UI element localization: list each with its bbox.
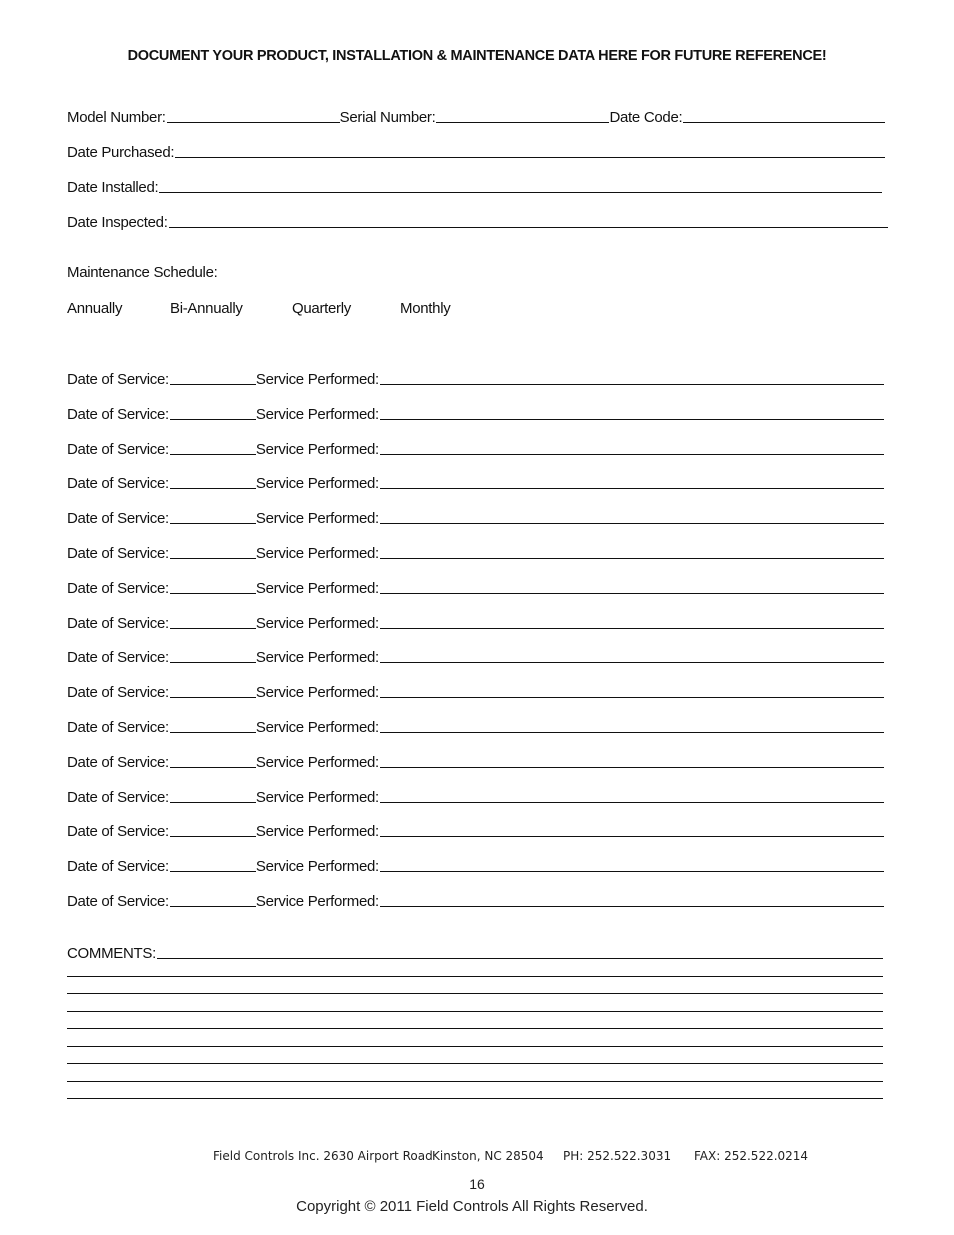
service-performed-field[interactable] xyxy=(380,523,884,524)
service-performed-field[interactable] xyxy=(380,384,884,385)
service-performed-field[interactable] xyxy=(380,628,884,629)
date-of-service-label: Date of Service: xyxy=(67,649,169,667)
service-log-row xyxy=(67,438,884,458)
date-of-service-label: Date of Service: xyxy=(67,719,169,736)
date-inspected-field[interactable] xyxy=(169,227,888,228)
date-of-service-field[interactable] xyxy=(170,628,256,629)
service-log-row xyxy=(67,368,884,388)
date-of-service-field[interactable] xyxy=(170,384,256,385)
comments-line[interactable] xyxy=(67,1098,883,1099)
service-log-row xyxy=(67,507,884,527)
date-of-service-field[interactable] xyxy=(170,488,256,489)
date-installed-row xyxy=(67,176,882,196)
service-performed-field[interactable] xyxy=(380,732,884,733)
date-purchased-row xyxy=(67,141,885,161)
service-performed-label: Service Performed: xyxy=(255,649,379,667)
comments-line[interactable] xyxy=(67,1063,883,1064)
schedule-option-monthly[interactable]: Monthly xyxy=(400,300,451,317)
service-log-row xyxy=(67,646,884,666)
page-number: 16 xyxy=(469,1176,485,1192)
comments-field[interactable] xyxy=(157,958,883,959)
model-number-label: Model Number: xyxy=(67,109,166,126)
comments-line[interactable] xyxy=(67,1011,883,1012)
date-purchased-label: Date Purchased: xyxy=(67,144,175,161)
service-log-row xyxy=(67,751,884,771)
service-performed-label: Service Performed: xyxy=(255,684,379,702)
comments-row xyxy=(67,942,883,962)
service-log-row xyxy=(67,612,884,632)
comments-label: COMMENTS: xyxy=(67,945,156,962)
service-performed-field[interactable] xyxy=(380,593,884,594)
service-performed-label: Service Performed: xyxy=(255,719,379,736)
date-of-service-label: Date of Service: xyxy=(67,371,169,388)
serial-number-label: Serial Number: xyxy=(339,109,436,126)
service-performed-label: Service Performed: xyxy=(255,788,379,806)
service-performed-label: Service Performed: xyxy=(255,510,379,528)
service-performed-field[interactable] xyxy=(380,488,884,489)
service-performed-field[interactable] xyxy=(380,871,884,872)
service-log-row xyxy=(67,472,884,492)
date-of-service-label: Date of Service: xyxy=(67,405,169,423)
service-performed-label: Service Performed: xyxy=(255,545,379,562)
comments-line[interactable] xyxy=(67,1081,883,1082)
date-of-service-label: Date of Service: xyxy=(67,579,169,597)
comments-line[interactable] xyxy=(67,1046,883,1047)
date-code-label: Date Code: xyxy=(609,109,683,126)
service-performed-label: Service Performed: xyxy=(255,753,379,771)
date-of-service-field[interactable] xyxy=(170,662,256,663)
date-installed-label: Date Installed: xyxy=(67,179,159,196)
service-performed-label: Service Performed: xyxy=(255,579,379,597)
serial-number-field[interactable] xyxy=(436,122,609,123)
date-of-service-label: Date of Service: xyxy=(67,893,169,910)
date-of-service-field[interactable] xyxy=(170,732,256,733)
service-performed-label: Service Performed: xyxy=(255,405,379,423)
comments-line[interactable] xyxy=(67,1028,883,1029)
date-of-service-field[interactable] xyxy=(170,593,256,594)
date-of-service-label: Date of Service: xyxy=(67,510,169,528)
service-performed-label: Service Performed: xyxy=(255,823,379,841)
service-log-row xyxy=(67,716,884,736)
footer-city: Kinston, NC 28504 xyxy=(432,1149,544,1163)
product-info-row xyxy=(67,106,885,126)
service-log-row xyxy=(67,577,884,597)
date-of-service-field[interactable] xyxy=(170,523,256,524)
service-performed-label: Service Performed: xyxy=(255,858,379,876)
date-purchased-field[interactable] xyxy=(175,157,885,158)
date-inspected-row xyxy=(67,211,888,231)
service-performed-field[interactable] xyxy=(380,906,884,907)
date-code-field[interactable] xyxy=(683,122,885,123)
service-log-row xyxy=(67,855,884,875)
date-of-service-field[interactable] xyxy=(170,836,256,837)
date-inspected-label: Date Inspected: xyxy=(67,214,168,231)
date-of-service-field[interactable] xyxy=(170,802,256,803)
date-of-service-label: Date of Service: xyxy=(67,475,169,493)
footer-company: Field Controls Inc. 2630 Airport Road xyxy=(213,1149,433,1163)
service-performed-label: Service Performed: xyxy=(255,440,379,458)
service-log-row xyxy=(67,403,884,423)
date-of-service-field[interactable] xyxy=(170,906,256,907)
page-heading: DOCUMENT YOUR PRODUCT, INSTALLATION & MAINTENANCE DATA HERE FOR FUTURE REFERENCE! xyxy=(127,48,827,64)
service-performed-label: Service Performed: xyxy=(255,475,379,493)
service-performed-field[interactable] xyxy=(380,419,884,420)
date-of-service-label: Date of Service: xyxy=(67,440,169,458)
date-of-service-field[interactable] xyxy=(170,697,256,698)
date-of-service-label: Date of Service: xyxy=(67,753,169,771)
date-installed-field[interactable] xyxy=(159,192,882,193)
footer-fax: FAX: 252.522.0214 xyxy=(694,1149,809,1163)
date-of-service-label: Date of Service: xyxy=(67,684,169,702)
service-performed-field[interactable] xyxy=(380,662,884,663)
footer-phone: PH: 252.522.3031 xyxy=(563,1149,672,1163)
schedule-option-quarterly[interactable]: Quarterly xyxy=(292,300,351,317)
copyright-notice: Copyright © 2011 Field Controls All Rights Reserved. xyxy=(296,1198,648,1215)
date-of-service-label: Date of Service: xyxy=(67,823,169,841)
schedule-option-annually[interactable]: Annually xyxy=(67,300,123,317)
service-performed-label: Service Performed: xyxy=(255,371,379,388)
service-performed-field[interactable] xyxy=(380,802,884,803)
service-performed-field[interactable] xyxy=(380,697,884,698)
service-log-row xyxy=(67,890,884,910)
date-of-service-field[interactable] xyxy=(170,454,256,455)
date-of-service-field[interactable] xyxy=(170,767,256,768)
schedule-option-bi-annually[interactable]: Bi-Annually xyxy=(170,300,243,317)
date-of-service-label: Date of Service: xyxy=(67,788,169,806)
date-of-service-field[interactable] xyxy=(170,871,256,872)
service-log-row xyxy=(67,681,884,701)
date-of-service-label: Date of Service: xyxy=(67,858,169,876)
maintenance-schedule-label: Maintenance Schedule: xyxy=(67,264,218,281)
date-of-service-label: Date of Service: xyxy=(67,614,169,632)
service-log-row xyxy=(67,786,884,806)
comments-line[interactable] xyxy=(67,976,883,977)
comments-line[interactable] xyxy=(67,993,883,994)
date-of-service-field[interactable] xyxy=(170,419,256,420)
date-of-service-field[interactable] xyxy=(170,558,256,559)
service-performed-label: Service Performed: xyxy=(255,893,379,910)
model-number-field[interactable] xyxy=(167,122,340,123)
service-performed-field[interactable] xyxy=(380,454,884,455)
service-performed-field[interactable] xyxy=(380,836,884,837)
date-of-service-label: Date of Service: xyxy=(67,545,169,562)
service-performed-label: Service Performed: xyxy=(255,614,379,632)
service-log-row xyxy=(67,820,884,840)
service-performed-field[interactable] xyxy=(380,767,884,768)
service-log-row xyxy=(67,542,884,562)
service-performed-field[interactable] xyxy=(380,558,884,559)
